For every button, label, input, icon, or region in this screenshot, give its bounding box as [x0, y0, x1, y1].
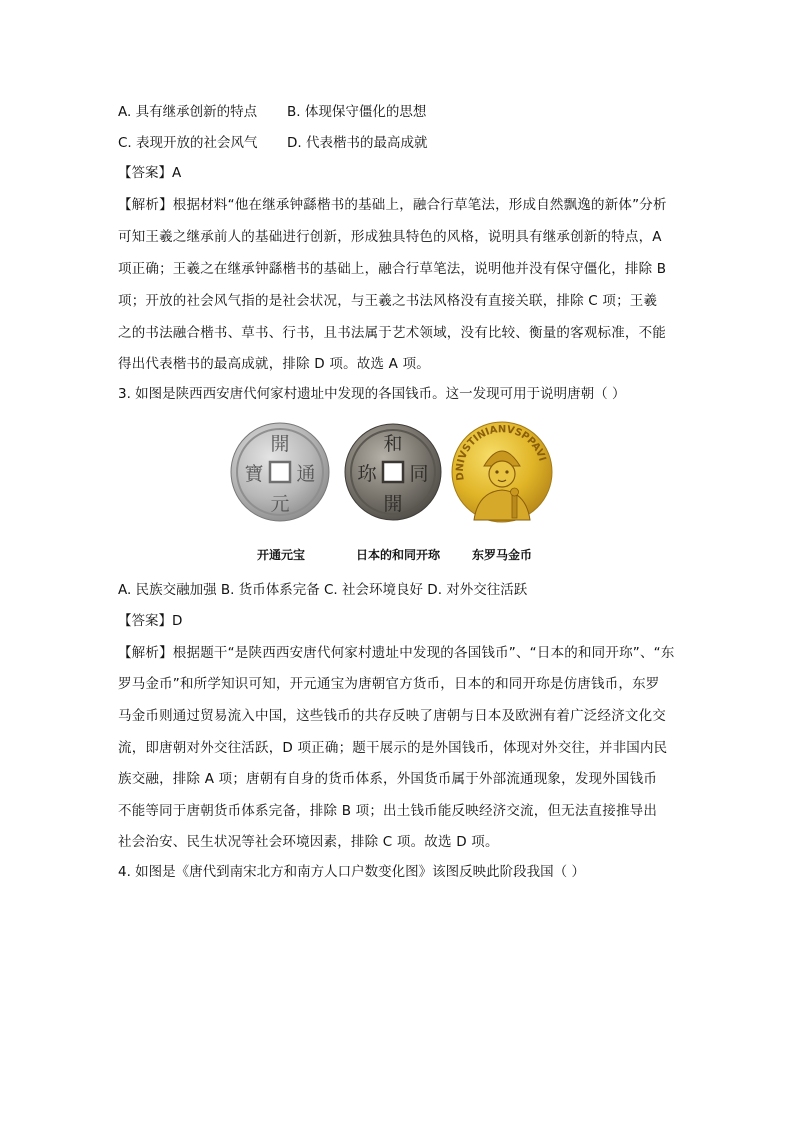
caption-wadokaichin: 日本的和同开珎: [356, 548, 441, 562]
coin-char: 和: [383, 433, 403, 455]
wadokaichin-coin: [345, 424, 441, 520]
analysis-line: 不能等同于唐朝货币体系完备，排除 B 项；出土钱币能反映经济交流，但无法直接推导出: [118, 803, 658, 819]
analysis-line: 可知王羲之继承前人的基础进行创新，形成独具特色的风格，说明具有继承创新的特点，A: [118, 229, 662, 245]
q3-options: A. 民族交融加强 B. 货币体系完备 C. 社会环境良好 D. 对外交往活跃: [118, 582, 528, 598]
analysis-line: 项正确；王羲之在继承钟繇楷书的基础上，融合行草笔法，说明他并没有保守僵化，排除 B: [118, 261, 667, 277]
analysis-line: 族交融，排除 A 项；唐朝有自身的货币体系，外国货币属于外部流通现象，发现外国钱币: [118, 771, 658, 787]
analysis-line: 罗马金币”和所学知识可知，开元通宝为唐朝官方货币，日本的和同开珎是仿唐钱币，东罗: [118, 676, 660, 692]
coin-char: 同: [409, 463, 429, 485]
coin-char: 寶: [244, 463, 264, 485]
caption-byzantine: 东罗马金币: [472, 548, 533, 562]
coin-char: 開: [383, 493, 403, 515]
coin-char: 珎: [357, 463, 377, 485]
q2-answer: 【答案】A: [118, 165, 182, 181]
byzantine-gold-coin: [452, 422, 552, 522]
analysis-line: 之的书法融合楷书、草书、行书，且书法属于艺术领域，没有比较、衡量的客观标准，不能: [118, 325, 666, 341]
analysis-line: 项；开放的社会风气指的是社会状况，与王羲之书法风格没有直接关联，排除 C 项；王羲: [118, 293, 658, 309]
option-a: A. 具有继承创新的特点: [118, 104, 258, 120]
q3-stem: 3. 如图是陕西西安唐代何家村遗址中发现的各国钱币。这一发现可用于说明唐朝（ ）: [118, 386, 626, 402]
kaiyuan-coin: [231, 423, 329, 521]
analysis-line: 【解析】根据材料“他在继承钟繇楷书的基础上，融合行草笔法，形成自然飘逸的新体”分析: [118, 197, 667, 213]
q3-answer: 【答案】D: [118, 613, 183, 629]
analysis-line: 【解析】根据题干“是陕西西安唐代何家村遗址中发现的各国钱币”、“日本的和同开珎”、“东: [118, 645, 675, 661]
analysis-line: 流，即唐朝对外交往活跃，D 项正确；题干展示的是外国钱币，体现对外交往，并非国内民: [118, 740, 668, 756]
analysis-line: 马金币则通过贸易流入中国，这些钱币的共存反映了唐朝与日本及欧洲有着广泛经济文化交: [118, 708, 666, 724]
coin-char: 元: [270, 493, 290, 515]
analysis-line: 社会治安、民生状况等社会环境因素，排除 C 项。故选 D 项。: [118, 834, 499, 850]
option-d: D. 代表楷书的最高成就: [287, 135, 428, 151]
caption-kaiyuan: 开通元宝: [257, 548, 306, 562]
coin-char: 通: [296, 463, 316, 485]
option-c: C. 表现开放的社会风气: [118, 135, 258, 151]
analysis-line: 得出代表楷书的最高成就，排除 D 项。故选 A 项。: [118, 356, 430, 372]
option-b: B. 体现保守僵化的思想: [287, 104, 427, 120]
coin-legend: DNIVSTINIANVSPPAVI: [454, 424, 548, 482]
q4-stem: 4. 如图是《唐代到南宋北方和南方人口户数变化图》该图反映此阶段我国（ ）: [118, 864, 585, 880]
coins-figure: [228, 420, 558, 530]
coin-char: 開: [270, 433, 290, 455]
